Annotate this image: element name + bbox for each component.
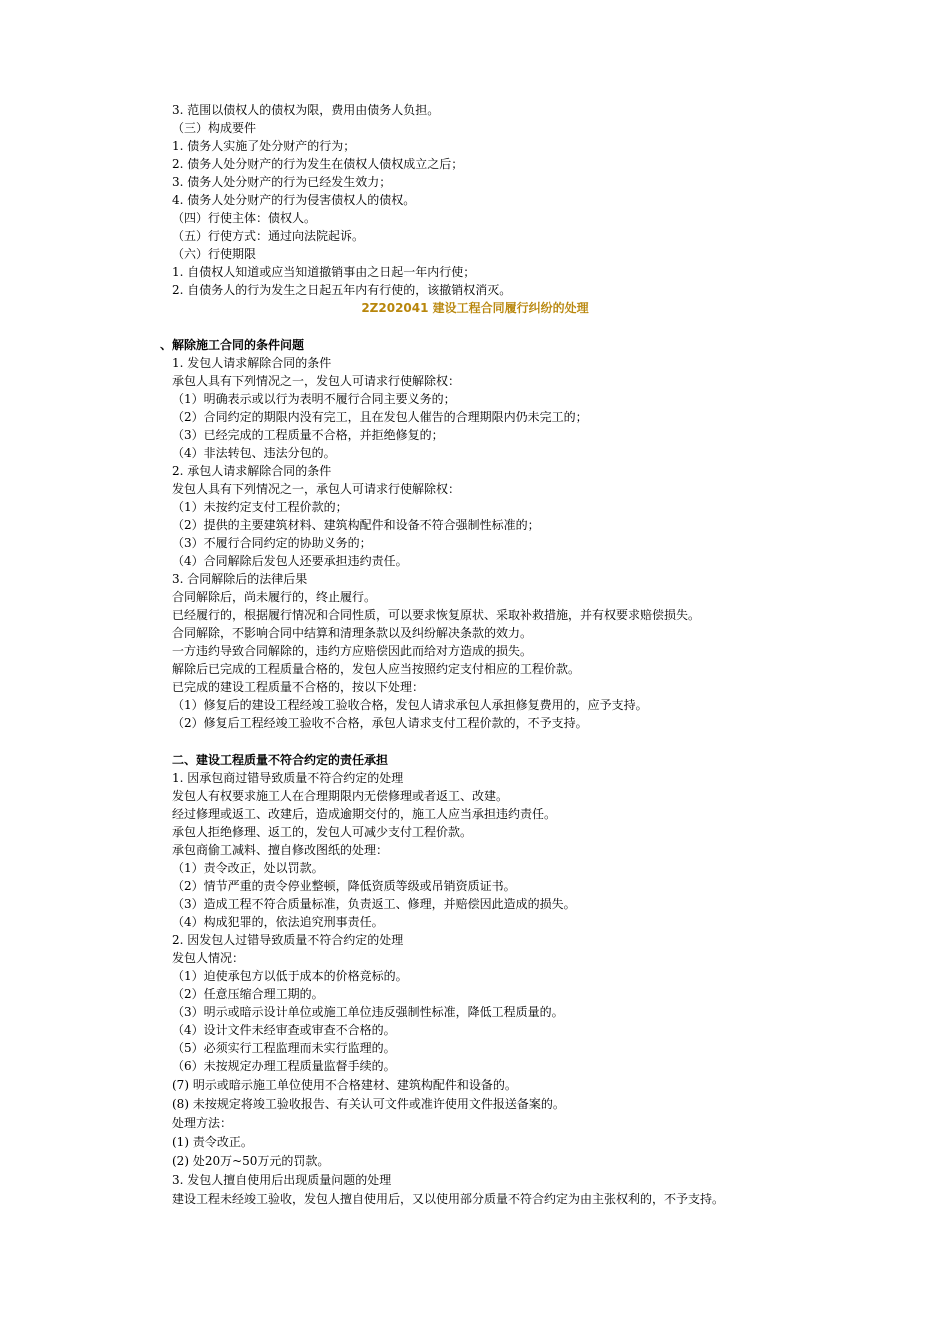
text-line: 发包人有权要求施工人在合理期限内无偿修理或者返工、改建。 [172, 789, 509, 803]
text-line: 已完成的建设工程质量不合格的，按以下处理： [172, 680, 425, 694]
text-line: 2. 自债务人的行为发生之日起五年内有行使的，该撤销权消灭。 [172, 283, 512, 297]
text-line: （1）未按约定支付工程价款的； [172, 500, 348, 514]
section-heading-1: 、解除施工合同的条件问题 [160, 338, 305, 352]
text-line: （2）任意压缩合理工期的。 [172, 987, 324, 1001]
text-line: 发包人情况： [172, 951, 245, 965]
text-line: 3. 债务人处分财产的行为已经发生效力； [172, 175, 392, 189]
text-line: （1）迫使承包方以低于成本的价格竞标的。 [172, 969, 408, 983]
section-heading-2: 二、建设工程质量不符合约定的责任承担 [172, 753, 389, 767]
text-line: （5）必须实行工程监理而未实行监理的。 [172, 1041, 396, 1055]
text-line: （4）非法转包、违法分包的。 [172, 446, 336, 460]
text-line: 1. 自债权人知道或应当知道撤销事由之日起一年内行使； [172, 265, 476, 279]
text-line: （四）行使主体：债权人。 [172, 211, 317, 225]
text-line: 3. 发包人擅自使用后出现质量问题的处理 [172, 1173, 392, 1187]
text-line: 合同解除，不影响合同中结算和清理条款以及纠纷解决条款的效力。 [172, 626, 533, 640]
text-line: 处理方法： [172, 1116, 233, 1130]
text-line: 4. 债务人处分财产的行为侵害债权人的债权。 [172, 193, 416, 207]
text-line: 一方违约导致合同解除的，违约方应赔偿因此而给对方造成的损失。 [172, 644, 533, 658]
text-line: （1）明确表示或以行为表明不履行合同主要义务的； [172, 392, 456, 406]
text-line: 发包人具有下列情况之一，承包人可请求行使解除权： [172, 482, 461, 496]
text-line: 2. 因发包人过错导致质量不符合约定的处理 [172, 933, 404, 947]
text-line: （1）修复后的建设工程经竣工验收合格，发包人请求承包人承担修复费用的，应予支持。 [172, 698, 648, 712]
chapter-title: 2Z202041 建设工程合同履行纠纷的处理 [361, 301, 589, 315]
text-line: 2. 承包人请求解除合同的条件 [172, 464, 332, 478]
text-line: （2）情节严重的责令停业整顿，降低资质等级或吊销资质证书。 [172, 879, 516, 893]
text-line: （3）造成工程不符合质量标准，负责返工、修理，并赔偿因此造成的损失。 [172, 897, 576, 911]
text-line: 建设工程未经竣工验收，发包人擅自使用后，又以使用部分质量不符合约定为由主张权利的，不予支持。 [172, 1192, 725, 1206]
text-line: 2. 债务人处分财产的行为发生在债权人债权成立之后； [172, 157, 464, 171]
text-line: 1. 发包人请求解除合同的条件 [172, 356, 332, 370]
text-line: （六）行使期限 [172, 247, 257, 261]
text-line: （6）未按规定办理工程质量监督手续的。 [172, 1059, 396, 1073]
text-line: （4）设计文件未经审查或审查不合格的。 [172, 1023, 396, 1037]
text-line: (2) 处20万~50万元的罚款。 [172, 1154, 330, 1168]
text-line: 承包人拒绝修理、返工的，发包人可减少支付工程价款。 [172, 825, 473, 839]
text-line: （3）已经完成的工程质量不合格，并拒绝修复的； [172, 428, 444, 442]
text-line: (7) 明示或暗示施工单位使用不合格建材、建筑构配件和设备的。 [172, 1078, 517, 1092]
text-line: （2）合同约定的期限内没有完工，且在发包人催告的合理期限内仍未完工的； [172, 410, 588, 424]
text-line: 承包商偷工减料、擅自修改图纸的处理： [172, 843, 389, 857]
text-line: （1）责令改正，处以罚款。 [172, 861, 324, 875]
text-line: 1. 因承包商过错导致质量不符合约定的处理 [172, 771, 404, 785]
text-line: （3）不履行合同约定的协助义务的； [172, 536, 372, 550]
text-line: (8) 未按规定将竣工验收报告、有关认可文件或准许使用文件报送备案的。 [172, 1097, 565, 1111]
text-line: （五）行使方式：通过向法院起诉。 [172, 229, 365, 243]
text-line: 已经履行的，根据履行情况和合同性质，可以要求恢复原状、采取补救措施，并有权要求赔偿损失。 [172, 608, 701, 622]
text-line: （三）构成要件 [172, 121, 257, 135]
text-line: 3. 范围以债权人的债权为限，费用由债务人负担。 [172, 103, 440, 117]
text-line: （2）提供的主要建筑材料、建筑构配件和设备不符合强制性标准的； [172, 518, 540, 532]
text-line: 3. 合同解除后的法律后果 [172, 572, 308, 586]
text-line: 承包人具有下列情况之一，发包人可请求行使解除权： [172, 374, 461, 388]
text-line: 经过修理或返工、改建后，造成逾期交付的，施工人应当承担违约责任。 [172, 807, 557, 821]
text-line: 解除后已完成的工程质量合格的，发包人应当按照约定支付相应的工程价款。 [172, 662, 581, 676]
text-line: 1. 债务人实施了处分财产的行为； [172, 139, 356, 153]
text-line: （4）合同解除后发包人还要承担违约责任。 [172, 554, 408, 568]
text-line: 合同解除后，尚未履行的，终止履行。 [172, 590, 377, 604]
text-line: (1) 责令改正。 [172, 1135, 253, 1149]
text-line: （4）构成犯罪的，依法追究刑事责任。 [172, 915, 384, 929]
text-line: （3）明示或暗示设计单位或施工单位违反强制性标准，降低工程质量的。 [172, 1005, 564, 1019]
text-line: （2）修复后工程经竣工验收不合格，承包人请求支付工程价款的，不予支持。 [172, 716, 588, 730]
